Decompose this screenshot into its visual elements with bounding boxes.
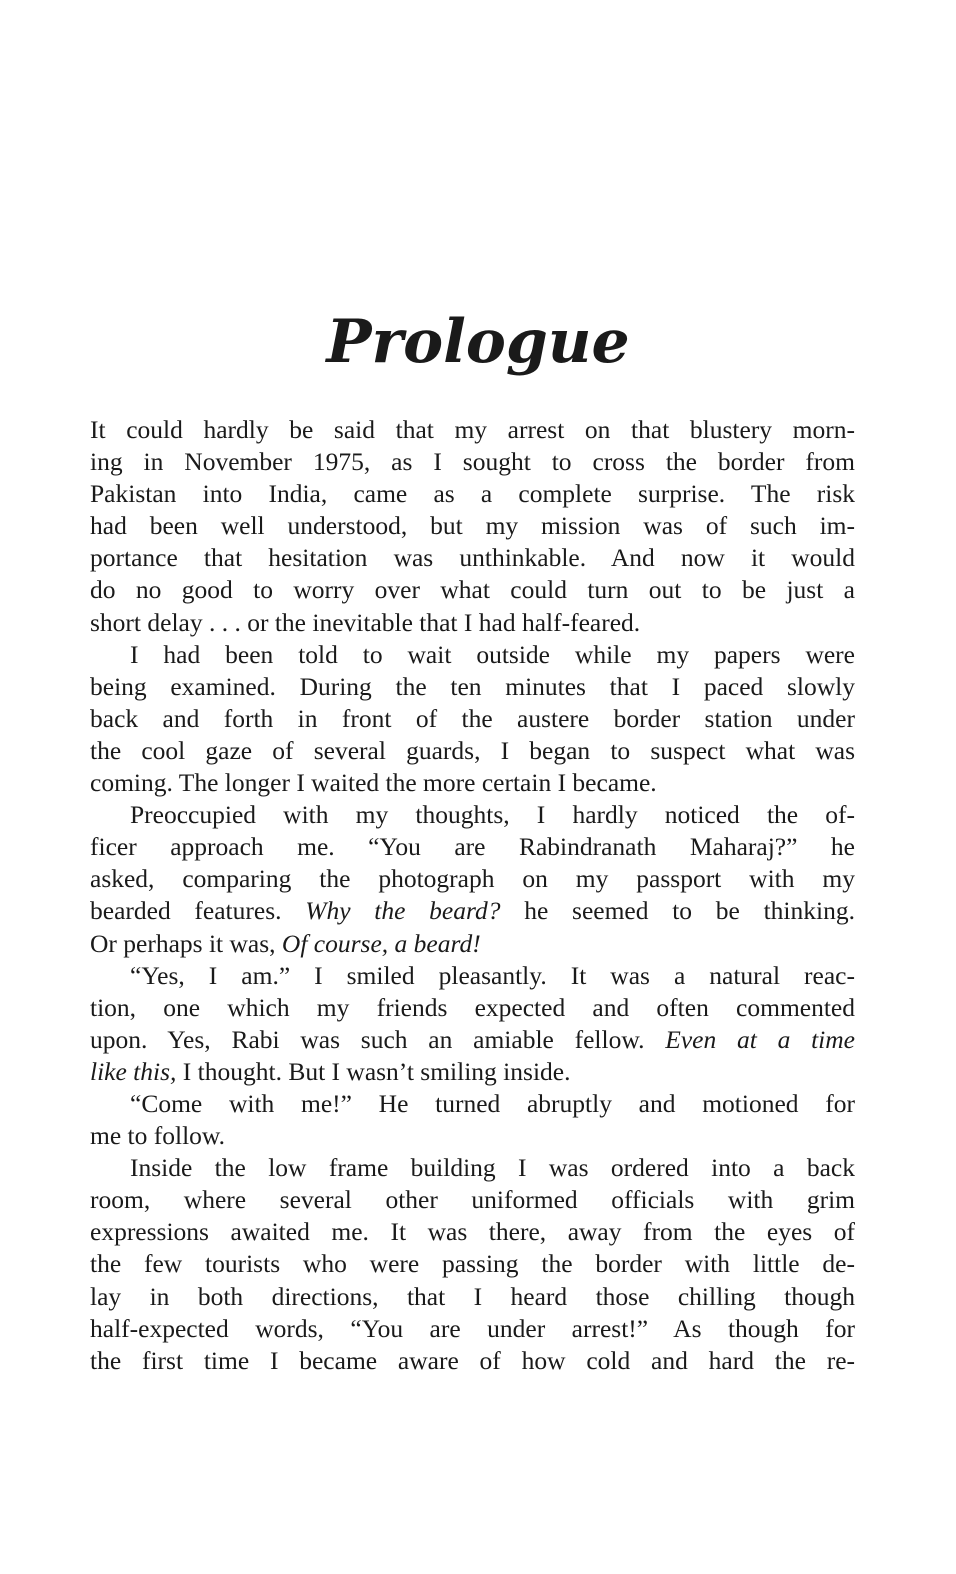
text-run: portance that hesitation was unthinkable. And now it would: [90, 543, 855, 573]
text-run: ing in November 1975, as I sought to cross the border from: [90, 447, 855, 477]
text-line: [90, 863, 855, 895]
text-line: [90, 414, 855, 446]
text-line: [90, 767, 855, 799]
text-run: the cool gaze of several guards, I began to suspect what was: [90, 735, 855, 765]
text-run: half-expected words, “You are under arrest!” As though for: [90, 1313, 855, 1343]
text-run: upon. Yes, Rabi was such an amiable fellow.: [90, 1024, 666, 1054]
text-run: do no good to worry over what could turn out to be just a: [90, 575, 855, 605]
text-run: he seemed to be thinking.: [500, 896, 855, 926]
text-line: [90, 446, 855, 478]
paragraph: [90, 799, 855, 959]
paragraph: [90, 1152, 855, 1377]
text-line: [90, 1313, 855, 1345]
text-line: [90, 1281, 855, 1313]
paragraph: [90, 414, 855, 639]
italic-text: Of course, a beard!: [281, 928, 481, 958]
text-run: I thought. But I wasn’t smiling inside.: [176, 1056, 571, 1086]
text-run: room, where several other uniformed officials with grim: [90, 1185, 855, 1215]
text-line: [90, 1056, 855, 1088]
text-run: I had been told to wait outside while my papers were: [130, 639, 855, 669]
text-line: [90, 1088, 855, 1120]
text-run: me to follow.: [90, 1121, 226, 1151]
text-run: It could hardly be said that my arrest on that blustery morn-: [90, 415, 855, 444]
text-line: [90, 1216, 855, 1248]
text-line: [90, 1248, 855, 1280]
text-run: “Come with me!” He turned abruptly and motioned for: [130, 1088, 855, 1118]
text-run: tion, one which my friends expected and often commented: [90, 992, 855, 1022]
text-line: [90, 831, 855, 863]
chapter-body: [90, 414, 855, 1377]
text-run: expressions awaited me. It was there, away from the eyes of: [90, 1217, 855, 1247]
text-line: [90, 928, 855, 960]
text-line: [90, 607, 855, 639]
text-run: Preoccupied with my thoughts, I hardly noticed the of-: [130, 800, 855, 830]
text-line: [90, 478, 855, 510]
text-line: [90, 1345, 855, 1377]
italic-text: Even at a time: [665, 1024, 856, 1054]
paragraph: [90, 1088, 855, 1152]
text-run: ficer approach me. “You are Rabindranath Maharaj?” he: [90, 832, 855, 862]
text-line: [90, 799, 855, 831]
text-line: [90, 1024, 855, 1056]
paragraph: [90, 639, 855, 799]
text-line: [90, 1184, 855, 1216]
text-run: coming. The longer I waited the more certain I became.: [90, 768, 657, 798]
text-run: “Yes, I am.” I smiled pleasantly. It was a natural reac-: [130, 960, 855, 990]
italic-text: Why the beard?: [305, 896, 501, 926]
text-run: the few tourists who were passing the border with little de-: [90, 1249, 855, 1279]
text-line: [90, 960, 855, 992]
text-run: bearded features.: [90, 896, 306, 926]
text-line: [90, 542, 855, 574]
text-line: [90, 703, 855, 735]
text-run: the first time I became aware of how cold and hard the re-: [90, 1345, 855, 1375]
text-line: [90, 992, 855, 1024]
chapter-title: Prologue: [326, 307, 630, 377]
text-line: [90, 735, 855, 767]
text-run: Or perhaps it was,: [90, 928, 282, 958]
text-run: Inside the low frame building I was ordered into a back: [130, 1153, 855, 1183]
text-line: [90, 1120, 855, 1152]
text-line: [90, 895, 855, 927]
text-line: [90, 574, 855, 606]
text-line: [90, 671, 855, 703]
text-run: Pakistan into India, came as a complete surprise. The risk: [90, 479, 855, 509]
italic-text: like this,: [90, 1056, 177, 1086]
text-run: asked, comparing the photograph on my passport with my: [90, 864, 855, 894]
text-run: lay in both directions, that I heard those chilling though: [90, 1281, 855, 1311]
text-line: [90, 510, 855, 542]
text-run: short delay . . . or the inevitable that I had half-feared.: [90, 607, 641, 637]
paragraph: [90, 960, 855, 1088]
text-run: back and forth in front of the austere border station under: [90, 703, 855, 733]
text-run: being examined. During the ten minutes that I paced slowly: [90, 671, 855, 701]
text-line: [90, 639, 855, 671]
text-run: had been well understood, but my mission was of such im-: [90, 511, 855, 541]
text-line: [90, 1152, 855, 1184]
